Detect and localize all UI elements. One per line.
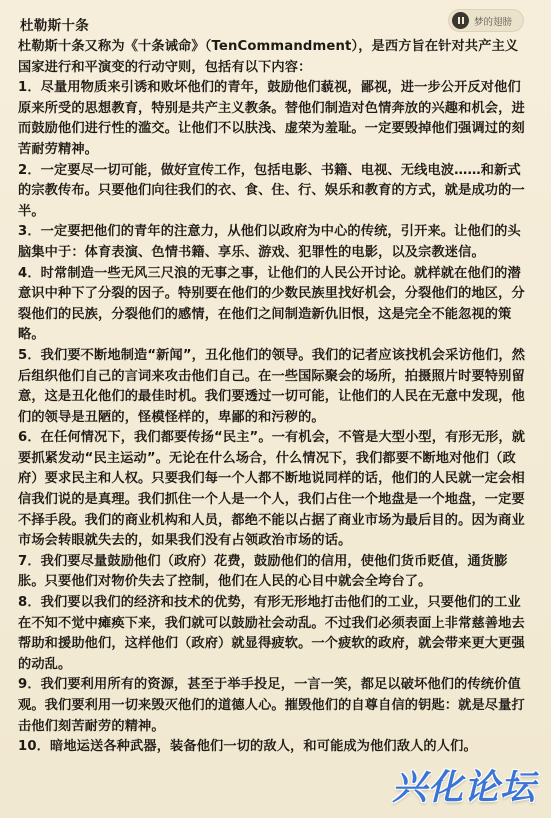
point-9: 9．我们要利用所有的资源，甚至于举手投足，一言一笑，都足以破坏他们的传统价值观。我们要利用一切来毁灭他们的道德人心。摧毁他们的自尊自信的钥匙：就是尽量打击他们刻苦耐劳的精神。: [18, 677, 525, 734]
point-4: 4．时常制造一些无风三尺浪的无事之事，让他们的人民公开讨论。就样就在他们的潜意识中种下了分裂的因子。特别要在他们的少数民族里找好机会，分裂他们的地区，分裂他们的民族，分裂他们的感情，在他们之间制造新仇旧恨，这是完全不能忽视的策略。: [18, 265, 525, 343]
intro-paragraph: 杜勒斯十条又称为《十条诫命》（TenCommandment），是西方旨在针对共产主义国家进行和平演变的行动守则，包括有以下内容：: [18, 39, 519, 75]
point-10: 10．暗地运送各种武器，装备他们一切的敌人，和可能成为他们敌人的人们。: [18, 739, 477, 755]
article-body: [18, 37, 528, 758]
point-6: 6．在任何情况下，我们都要传扬“民主”。一有机会，不管是大型小型，有形无形，就要抓紧发动“民主运动”。无论在什么场合，什么情况下，我们都要不断地对他们（政府）要求民主和人权。只要我们每一个人都不断地说同样的话，他们的人民就一定会相信我们说的是真理。我们抓住一个人是一个人，我们占住一个地盘是一个地盘，一定要不择手段。我们的商业机构和人员，都绝不能以占据了商业市场为最后目的。因为商业市场会转眼就失去的，如果我们没有占领政治市场的话。: [18, 430, 526, 549]
point-3: 3．一定要把他们的青年的注意力，从他们以政府为中心的传统，引开来。让他们的头脑集中于：体育表演、色情书籍、享乐、游戏、犯罪性的电影，以及宗教迷信。: [18, 224, 521, 260]
point-2: 2．一定要尽一切可能，做好宣传工作，包括电影、书籍、电视、无线电波……和新式的宗教传布。只要他们向往我们的衣、食、住、行、娱乐和教育的方式，就是成功的一半。: [18, 162, 525, 219]
audio-player-button[interactable]: [448, 9, 524, 32]
point-1: 1．尽量用物质来引诱和败坏他们的青年，鼓励他们藐视，鄙视，进一步公开反对他们原来所受的思想教育，特别是共产主义教条。替他们制造对色情奔放的兴趣和机会，进而鼓励他们进行性的滥交。让他们不以肤浅、虚荣为羞耻。一定要毁掉他们强调过的刻苦耐劳精神。: [18, 80, 525, 157]
point-8: 8．我们要以我们的经济和技术的优势，有形无形地打击他们的工业，只要他们的工业在不知不觉中瘫痪下来，我们就可以鼓励社会动乱。不过我们必须表面上非常慈善地去帮助和援助他们，这样他们（政府）就显得疲软。一个疲软的政府，就会带来更大更强的动乱。: [18, 595, 525, 672]
article-title: 杜勒斯十条: [20, 18, 89, 34]
point-5: 5．我们要不断地制造“新闻”，丑化他们的领导。我们的记者应该找机会采访他们，然后组织他们自己的言词来攻击他们自己。在一些国际聚会的场所，拍摄照片时要特别留意，这是丑化他们的最佳时机。我们要透过一切可能，让他们的人民在无意中发现，他们的领导是丑陋的，怪模怪样的，卑鄙的和污秽的。: [18, 347, 526, 425]
point-7: 7．我们要尽量鼓励他们（政府）花费，鼓励他们的信用，使他们货币贬值，通货膨胀。只要他们对物价失去了控制，他们在人民的心目中就会全垮台了。: [18, 553, 508, 590]
watermark-logo: [388, 758, 540, 812]
watermark-text: 兴化论坛: [391, 768, 536, 808]
pause-icon[interactable]: [452, 12, 469, 29]
audio-title: 梦的翅膀: [474, 16, 513, 28]
